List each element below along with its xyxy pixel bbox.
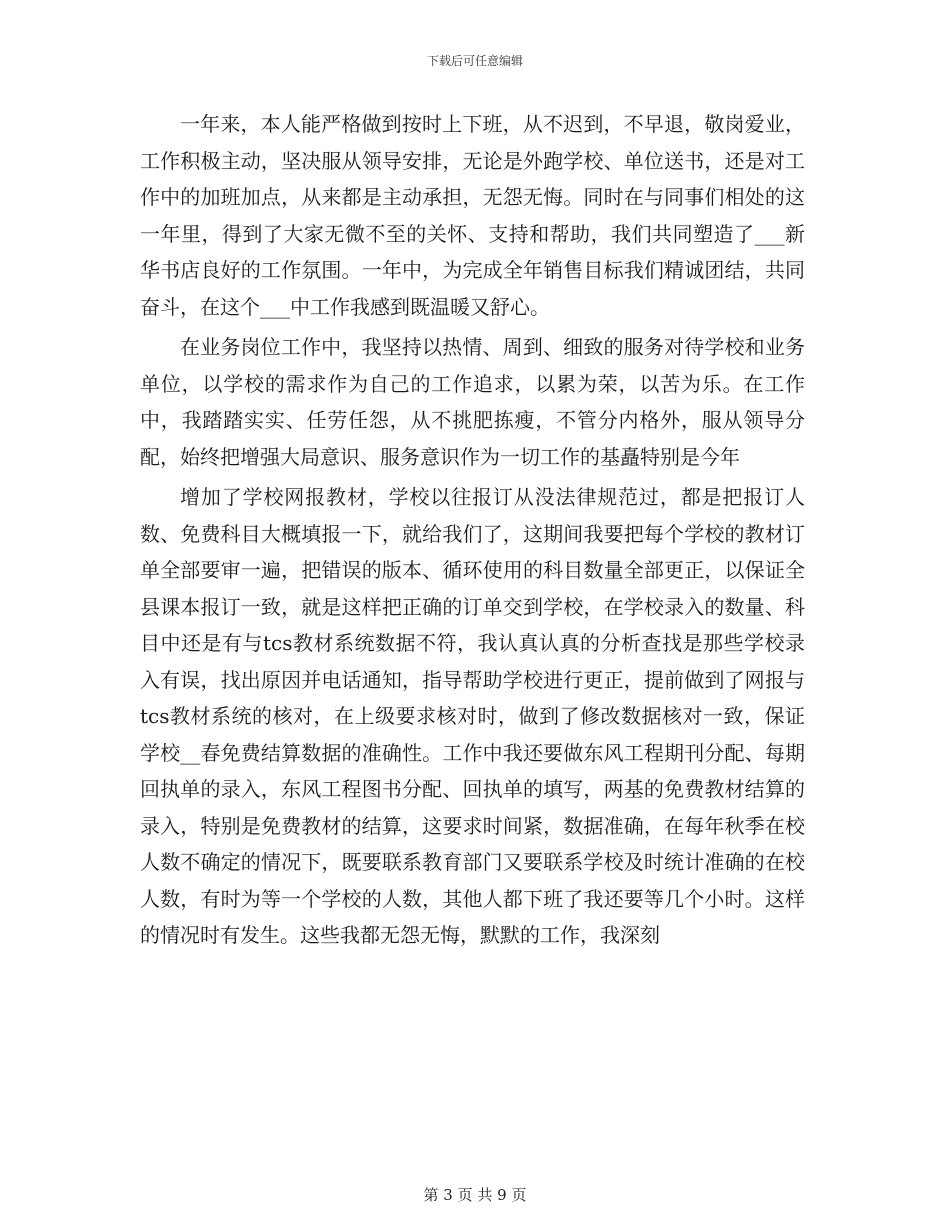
paragraph-1: 一年来，本人能严格做到按时上下班，从不迟到，不早退，敬岗爱业，工作积极主动，坚决服从领导安排，无论是外跑学校、单位送书，还是对工作中的加班加点，从来都是主动承担，无怨无悔。同时在与同事们相处的这一年里，得到了大家无微不至的关怀、支持和帮助，我们共同塑造了___新华书店良好的工作氛围。一年中，为完成全年销售目标我们精诚团结，共同奋斗，在这个___中工作我感到既温暖又舒心。 [140,112,805,319]
paragraph-2: 在业务岗位工作中，我坚持以热情、周到、细致的服务对待学校和业务单位，以学校的需求作为自己的工作追求，以累为荣，以苦为乐。在工作中，我踏踏实实、任劳任怨，从不挑肥拣瘦，不管分内格外，服从领导分配，始终把增强大局意识、服务意识作为一切工作的基矗特别是今年 [140,335,805,469]
page-header-note: 下载后可任意编辑 [426,54,523,68]
paragraph-3: 增加了学校网报教材，学校以往报订从没法律规范过，都是把报订人数、免费科目大概填报一下，就给我们了，这期间我要把每个学校的教材订单全部要审一遍，把错误的版本、循环使用的科目数量全部更正，以保证全县课本报订一致，就是这样把正确的订单交到学校，在学校录入的数量、科目中还是有与tcs教材系统数据不符，我认真认真的分析查找是那些学校录入有误，找出原因并电话通知，指导帮助学校进行更正，提前做到了网报与tcs教材系统的核对，在上级要求核对时，做到了修改数据核对一致，保证学校__春免费结算数据的准确性。工作中我还要做东风工程期刊分配、每期回执单的录入，东风工程图书分配、回执单的填写，两基的免费教材结算的录入，特别是免费教材的结算，这要求时间紧，数据准确，在每年秋季在校人数不确定的情况下，既要联系教育部门又要联系学校及时统计准确的在校人数，有时为等一个学校的人数，其他人都下班了我还要等几个小时。这样的情况时有发生。这些我都无怨无悔，默默的工作，我深刻 [140,485,805,947]
page-number: 第 3 页 共 9 页 [423,1186,527,1204]
document-body [140,106,805,958]
